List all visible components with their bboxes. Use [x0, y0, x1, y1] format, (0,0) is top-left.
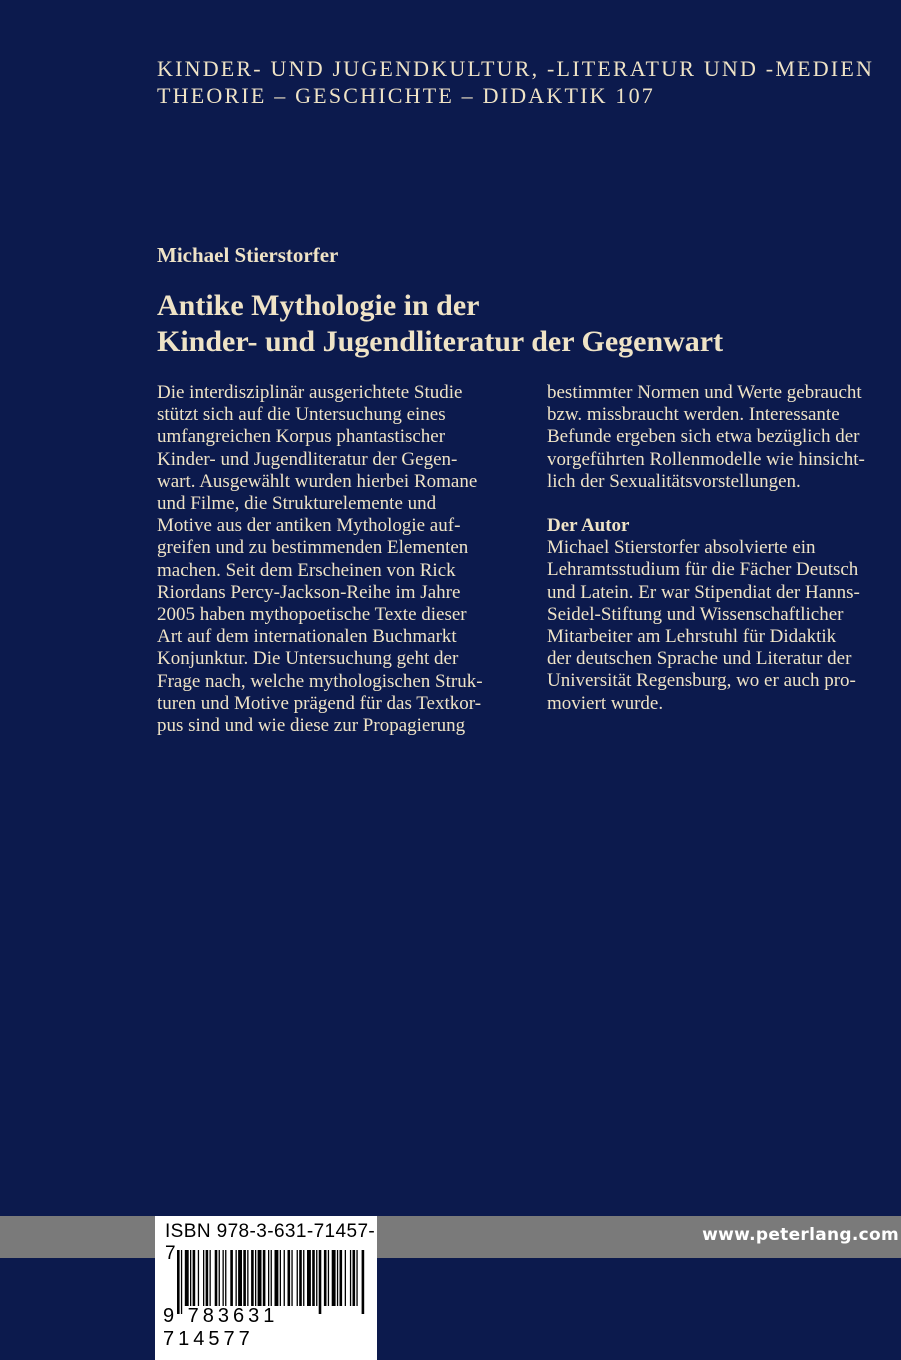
barcode-bar [288, 1250, 291, 1306]
title-line-1: Antike Mythologie in der [157, 289, 480, 322]
blurb-line: 2005 haben mythopoetische Texte dieser [157, 604, 467, 626]
barcode-bar [284, 1250, 285, 1306]
barcode-bar [193, 1250, 196, 1306]
blurb-line: stützt sich auf die Untersuchung eines [157, 404, 446, 426]
blurb-line: vorgeführten Rollenmodelle wie hinsicht- [547, 448, 865, 470]
barcode-bar [198, 1250, 199, 1306]
blurb-line: bzw. missbraucht werden. Interessante [547, 404, 840, 426]
blurb-right-column [547, 382, 865, 715]
barcode-bar [353, 1250, 356, 1306]
title-line-2: Kinder- und Jugendliteratur der Gegenwart [157, 325, 724, 358]
author-name: Michael Stierstorfer [157, 243, 339, 267]
blurb-line: Konjunktur. Die Untersuchung geht der [157, 648, 459, 670]
blurb-line: Frage nach, welche mythologischen Struk- [157, 670, 483, 692]
barcode-bar [275, 1250, 279, 1306]
series-line-2: THEORIE – GESCHICHTE – DIDAKTIK 107 [157, 83, 656, 108]
blurb-line: Kinder- und Jugendliteratur der Gegen- [157, 448, 458, 470]
author-bio-line: Lehramtsstudium für die Fächer Deutsch [547, 559, 859, 581]
blurb-line: bestimmter Normen und Werte gebraucht [547, 382, 862, 403]
barcode-bar [297, 1250, 298, 1306]
series-title [157, 55, 901, 109]
barcode-bar [225, 1250, 226, 1306]
barcode-bar [291, 1250, 292, 1306]
barcode-bar [251, 1250, 254, 1306]
author-bio-line: und Latein. Er war Stipendiat der Hanns- [547, 581, 860, 603]
author-bio-line: Universität Regensburg, wo er auch pro- [547, 670, 856, 692]
barcode-digits: 9 783631 714577 [163, 1305, 279, 1350]
barcode-bar [230, 1250, 233, 1306]
barcode-bar [307, 1250, 311, 1306]
blurb-line: machen. Seit dem Erscheinen von Rick [157, 559, 456, 581]
blurb-line: Riordans Percy-Jackson-Reihe im Jahre [157, 581, 461, 603]
author-bio-line: Michael Stierstorfer absolvierte ein [547, 537, 816, 559]
isbn-label: ISBN 978-3-631-71457-7 [165, 1221, 376, 1264]
blurb-line: pus sind und wie diese zur Propagierung [157, 715, 466, 737]
barcode-bar [223, 1250, 224, 1306]
barcode-bar [247, 1250, 248, 1306]
author-bio-line: Seidel-Stiftung und Wissenschaftlicher [547, 603, 844, 625]
barcode-bar [312, 1250, 315, 1306]
barcode-bar [356, 1250, 357, 1306]
blurb-line: und Filme, die Strukturelemente und [157, 493, 437, 515]
barcode-bar [258, 1250, 262, 1306]
blurb-line: Befunde ergeben sich etwa bezüglich der [547, 426, 860, 448]
blurb-line: Die interdisziplinär ausgerichtete Studie [157, 382, 463, 403]
blurb-left-column [157, 382, 483, 737]
blurb-line: turen und Motive prägend für das Textkor- [157, 692, 482, 714]
blurb-line: lich der Sexualitätsvorstellungen. [547, 470, 801, 492]
barcode-bar [316, 1250, 317, 1306]
blurb-line: greifen und zu bestimmenden Elementen [157, 537, 469, 559]
paragraph-gap [547, 493, 865, 515]
barcode-bar [210, 1250, 211, 1306]
barcode-bar [206, 1250, 209, 1306]
barcode-bar [238, 1250, 242, 1306]
barcode-bar [255, 1250, 256, 1306]
blurb-line: Art auf dem internationalen Buchmarkt [157, 626, 457, 648]
about-author-heading: Der Autor [547, 515, 630, 537]
barcode-bar [243, 1250, 246, 1306]
barcode-panel [155, 1216, 377, 1360]
barcode-bar [324, 1250, 327, 1306]
blurb-line: wart. Ausgewählt wurden hierbei Romane [157, 470, 478, 492]
barcode-bar [332, 1250, 336, 1306]
barcode-bar [215, 1250, 218, 1306]
barcode-bar [340, 1250, 343, 1306]
barcode-bar [299, 1250, 302, 1306]
blurb-line: umfangreichen Korpus phantastischer [157, 426, 446, 448]
barcode-bar [337, 1250, 338, 1306]
book-title [157, 288, 723, 360]
author-bio-line: moviert wurde. [547, 692, 664, 714]
barcode-bar [219, 1250, 220, 1306]
barcode-bar [271, 1250, 272, 1306]
barcode-bar [328, 1250, 329, 1306]
barcode-bar [303, 1250, 304, 1306]
blurb-line: Motive aus der antiken Mythologie auf- [157, 515, 461, 537]
series-line-1: KINDER- UND JUGENDKULTUR, -LITERATUR UND -MEDIEN [157, 56, 875, 81]
barcode-bar [190, 1250, 191, 1306]
barcode-bar [203, 1250, 204, 1306]
barcode-bar [268, 1250, 269, 1306]
barcode-bar [236, 1250, 237, 1306]
barcode-bar [345, 1250, 346, 1306]
author-bio-line: der deutschen Sprache und Literatur der [547, 648, 852, 670]
barcode-bar [280, 1250, 281, 1306]
publisher-url[interactable]: www.peterlang.com [702, 1225, 899, 1245]
barcode-bar [350, 1250, 351, 1306]
barcode-bar [263, 1250, 266, 1306]
barcode-bar [185, 1250, 189, 1306]
author-bio-line: Mitarbeiter am Lehrstuhl für Didaktik [547, 626, 837, 648]
